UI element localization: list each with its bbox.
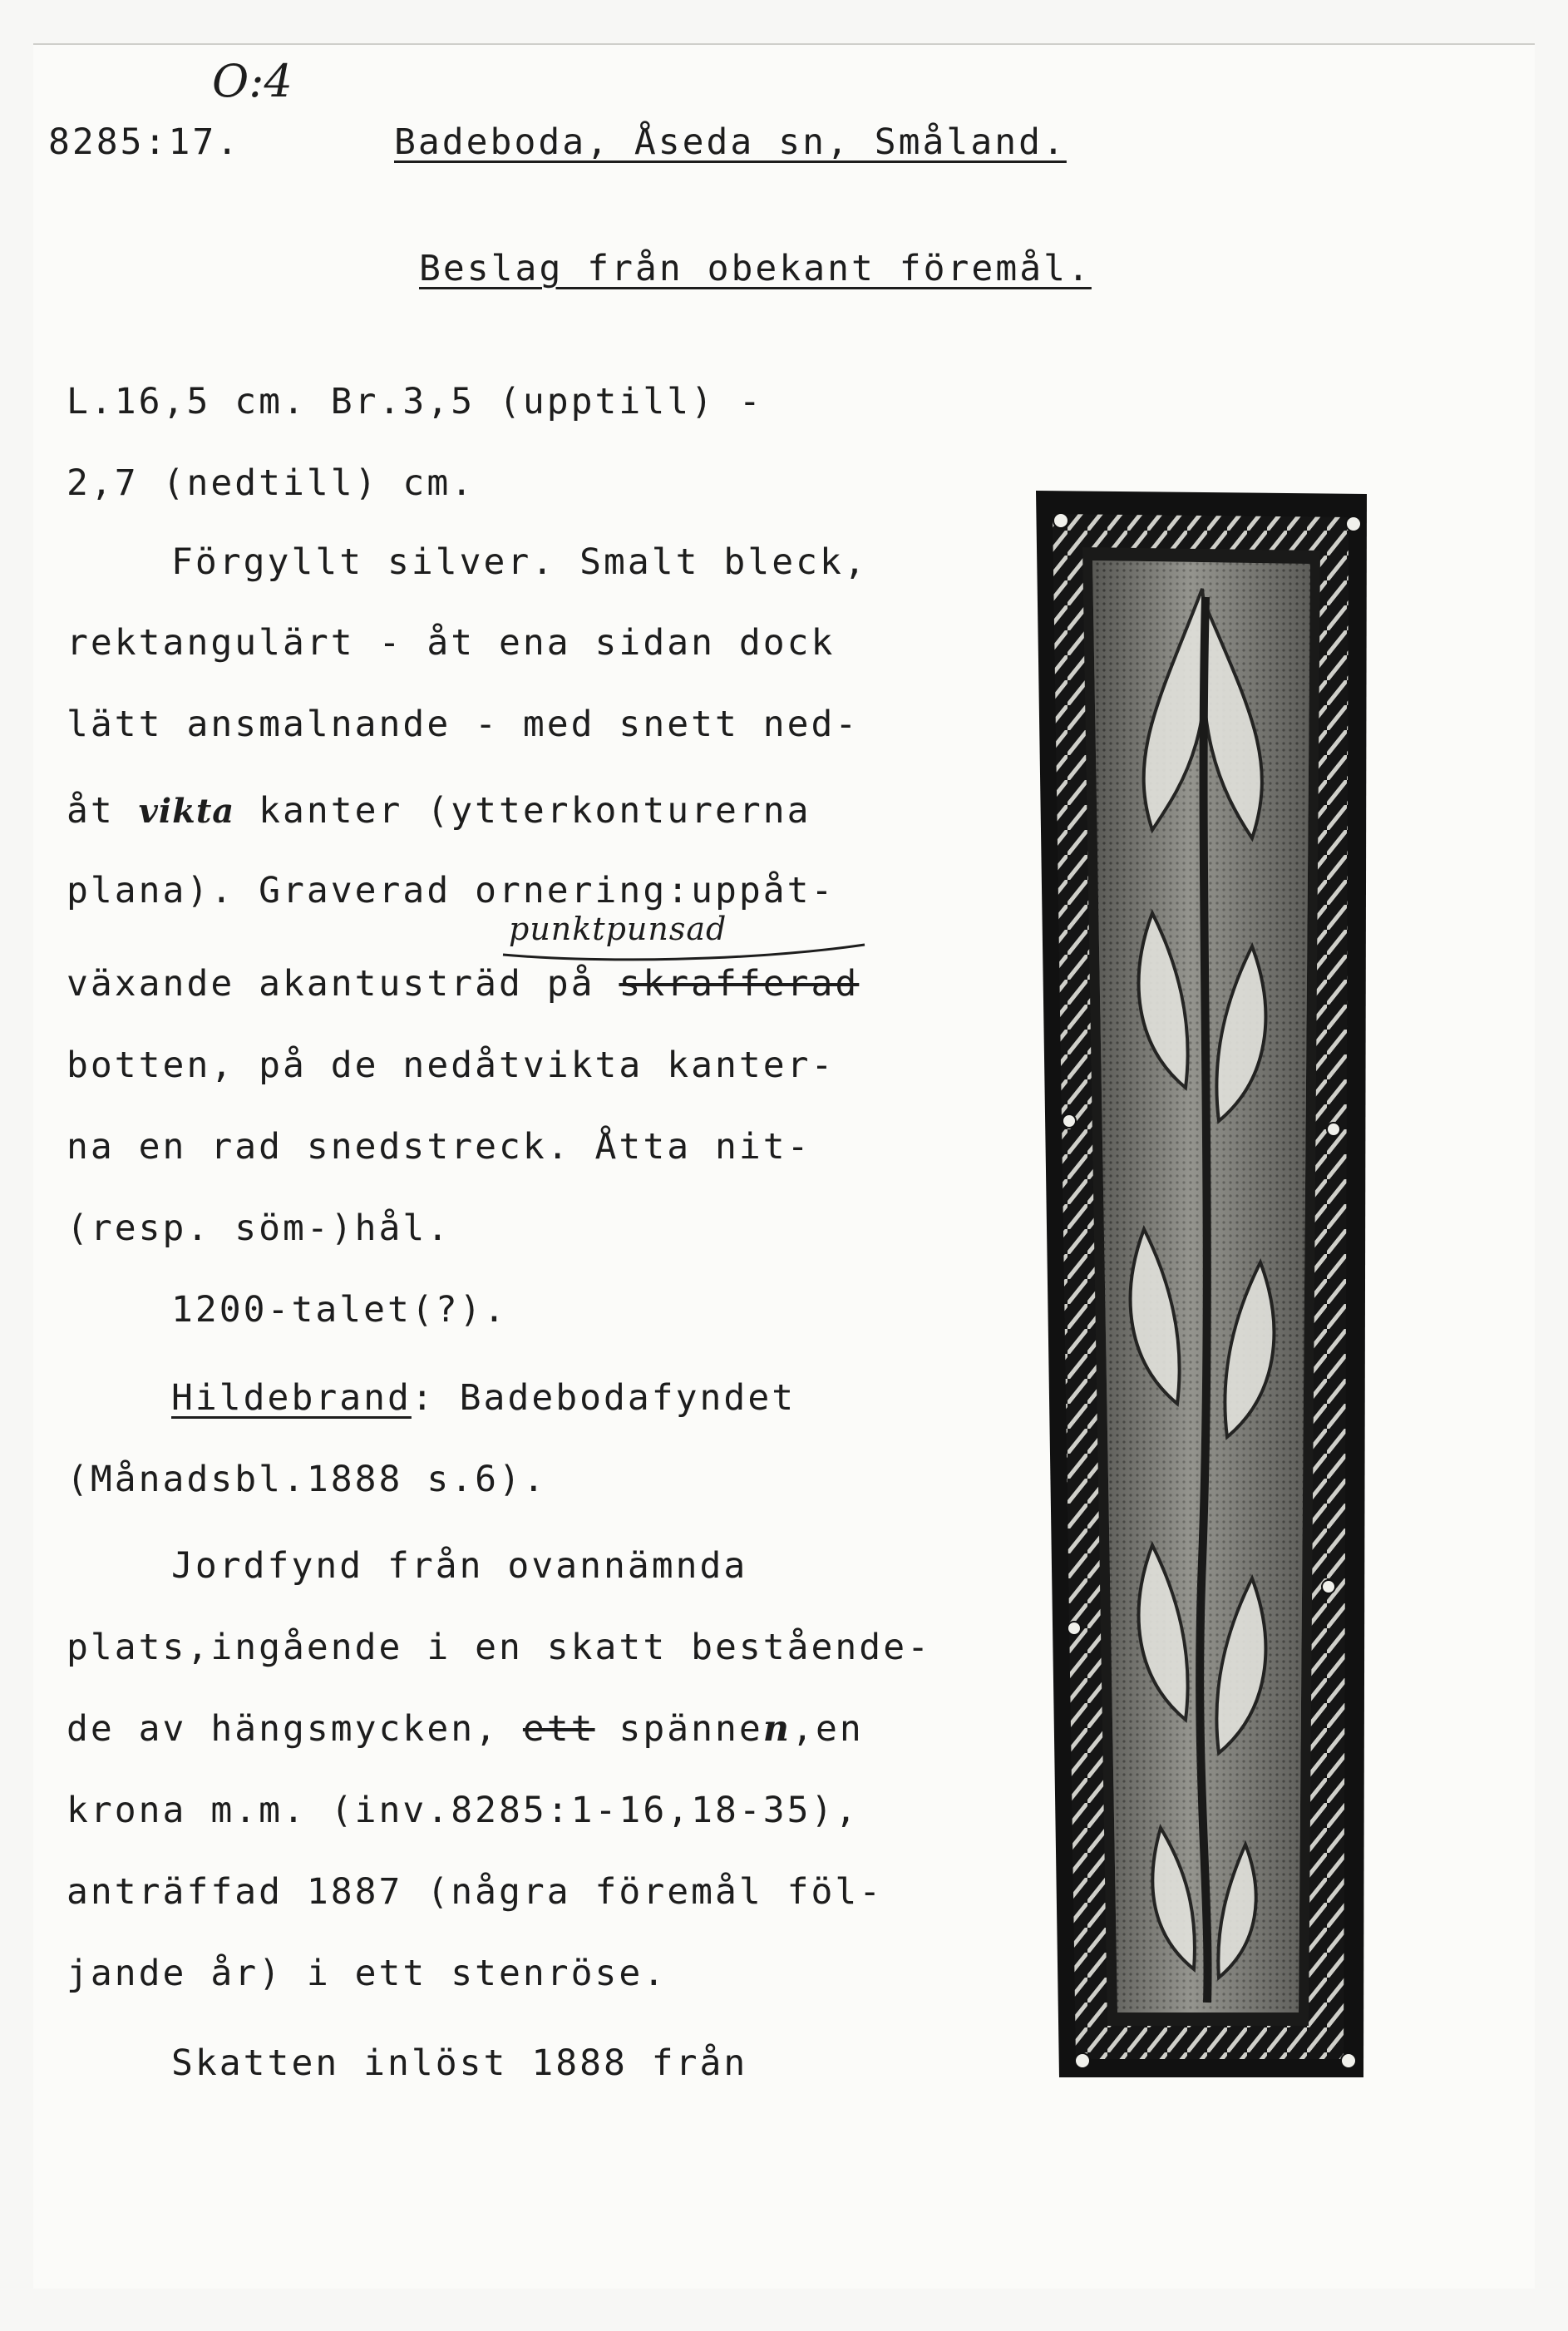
find-line-3-end: ,en [791,1708,864,1750]
description-line-5: plana). Graverad ornering:uppåt- [67,870,836,911]
handwritten-underline-stroke [499,933,873,966]
measurements-line-1: L.16,5 cm. Br.3,5 (upptill) - [67,381,763,422]
description-line-4 [67,790,811,832]
description-line-4-prefix: åt [67,790,115,832]
handwritten-insert-punktpunsad: punktpunsad [509,911,727,947]
struck-word-ett: ett [522,1708,595,1750]
description-line-1: Förgyllt silver. Smalt bleck, [171,541,868,583]
description-line-8: na en rad snedstreck. Åtta nit- [67,1126,811,1168]
find-line-3-text: de av hängsmycken, [67,1708,499,1750]
description-line-7: botten, på de nedåtvikta kanter- [67,1045,836,1086]
find-line-4: krona m.m. (inv.8285:1-16,18-35), [67,1790,860,1831]
dating: 1200-talet(?). [171,1289,508,1331]
measurements-line-2: 2,7 (nedtill) cm. [67,462,476,504]
handwritten-insert-vikta: vikta [138,792,235,831]
find-line-6: jande år) i ett stenröse. [67,1953,668,1994]
reference-line-1 [171,1377,796,1419]
engraved-mount-photo [1028,481,1375,2082]
find-line-7: Skatten inlöst 1888 från [171,2042,748,2084]
location-heading: Badeboda, Åseda sn, Småland. [394,121,1067,163]
find-line-2: plats,ingående i en skatt bestående- [67,1627,931,1668]
struck-word-skrafferad: skrafferad [619,963,860,1005]
description-line-6-text: växande akantusträd på [67,963,595,1005]
find-line-3-spanne: spänne [619,1708,763,1750]
reference-title: : Badebodafyndet [411,1377,796,1419]
description-line-6 [67,963,860,1005]
reference-author: Hildebrand [171,1377,412,1419]
corner-mark: O:4 [212,55,293,107]
description-line-3: lätt ansmalnande - med snett ned- [67,704,860,745]
engraved-mount-photo-icon [1028,481,1375,2082]
object-title [419,248,1092,289]
handwritten-insert-n: n [762,1708,792,1750]
reference-source: (Månadsbl.1888 s.6). [67,1459,547,1500]
find-line-5: anträffad 1887 (några föremål föl- [67,1871,884,1913]
description-line-4-text: kanter (ytterkonturerna [259,790,811,832]
description-line-2: rektangulärt - åt ena sidan dock [67,622,836,664]
card-top-edge [33,43,1535,45]
inventory-number: 8285:17. [48,121,241,163]
find-line-3 [67,1708,864,1750]
find-line-1: Jordfynd från ovannämnda [171,1545,748,1587]
description-line-9: (resp. söm-)hål. [67,1207,451,1249]
object-title-text: Beslag från obekant föremål. [419,248,1092,289]
